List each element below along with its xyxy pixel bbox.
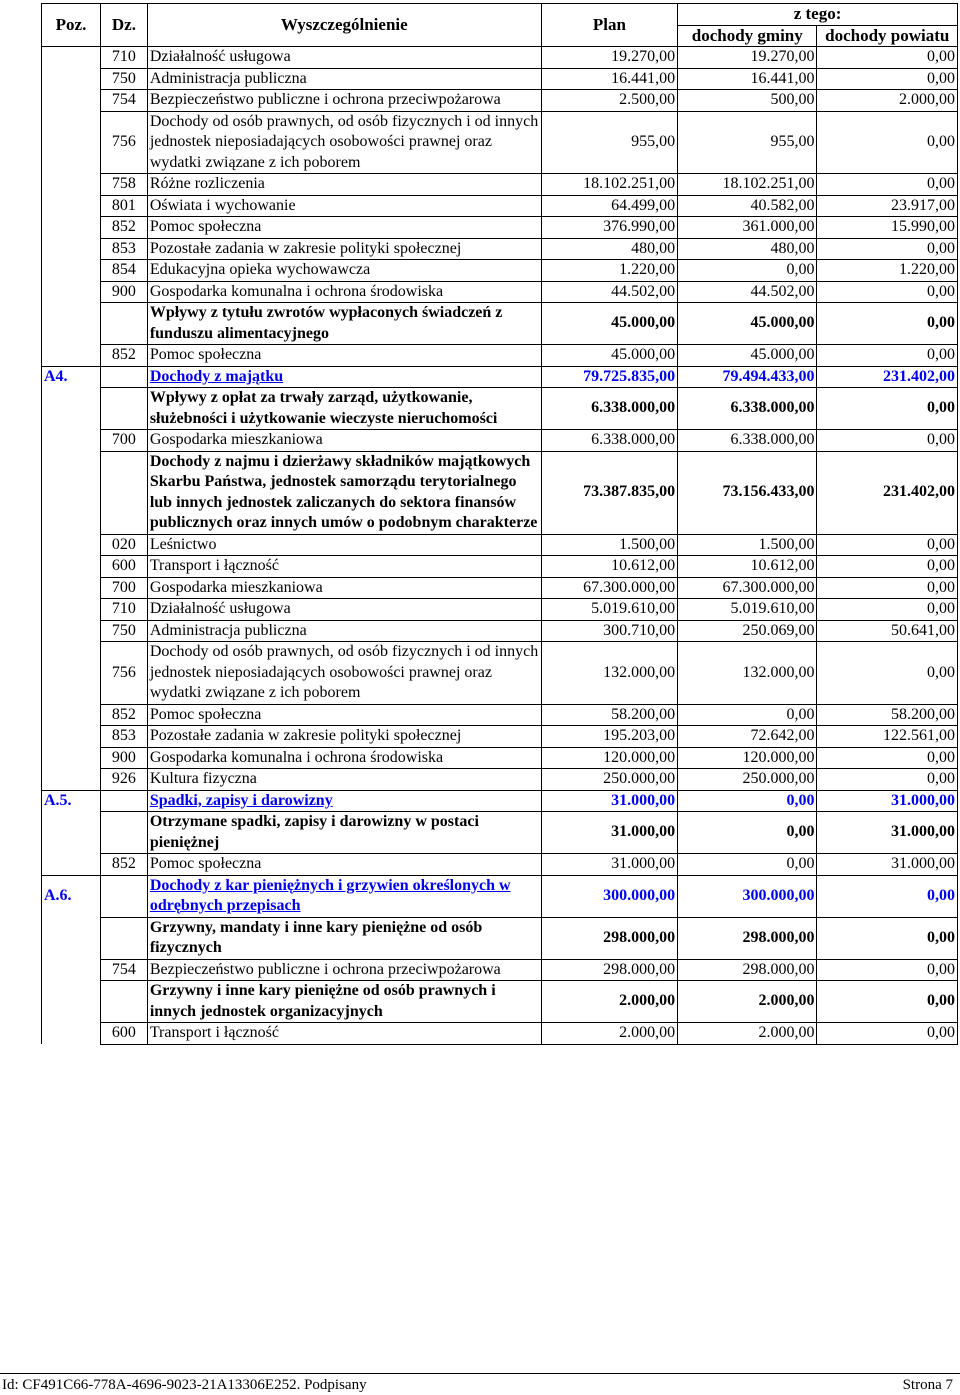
row-dochody-powiatu: 0,00: [817, 68, 958, 90]
row-dochody-powiatu: 0,00: [817, 174, 958, 196]
row-plan: 18.102.251,00: [541, 174, 677, 196]
row-dochody-gminy: 955,00: [678, 111, 817, 174]
row-dochody-gminy: 40.582,00: [678, 195, 817, 217]
table-row: [42, 47, 958, 69]
row-description: [147, 790, 541, 812]
row-dz: 852: [101, 217, 148, 239]
row-poz: [42, 238, 101, 260]
table-row: [42, 90, 958, 112]
row-dochody-gminy: 300.000,00: [678, 875, 817, 917]
row-plan: 79.725.835,00: [541, 366, 677, 388]
row-poz: [42, 281, 101, 303]
row-plan: 955,00: [541, 111, 677, 174]
row-dochody-powiatu: 0,00: [817, 281, 958, 303]
row-dochody-gminy: 0,00: [678, 854, 817, 876]
row-plan: 45.000,00: [541, 345, 677, 367]
row-plan: 1.220,00: [541, 260, 677, 282]
row-plan: 1.500,00: [541, 534, 677, 556]
row-dochody-powiatu: 31.000,00: [817, 854, 958, 876]
row-dochody-gminy: 250.069,00: [678, 620, 817, 642]
page-number: Strona 7: [902, 1377, 953, 1393]
header-desc: Wyszczególnienie: [147, 4, 541, 47]
row-dochody-gminy: 1.500,00: [678, 534, 817, 556]
row-dz: 700: [101, 577, 148, 599]
section-title: Dochody z kar pieniężnych i grzywien określonych w odrębnych przepisach: [149, 876, 511, 914]
row-dochody-powiatu: 0,00: [817, 388, 958, 430]
table-row: [42, 388, 958, 430]
row-description: Gospodarka komunalna i ochrona środowiska: [147, 281, 541, 303]
table-row: [42, 430, 958, 452]
row-dochody-gminy: 2.000,00: [678, 981, 817, 1023]
row-dochody-powiatu: 231.402,00: [817, 366, 958, 388]
row-plan: 16.441,00: [541, 68, 677, 90]
row-poz: [42, 260, 101, 282]
row-dochody-powiatu: 231.402,00: [817, 451, 958, 534]
row-poz: [42, 90, 101, 112]
row-description: Transport i łączność: [147, 1023, 541, 1045]
row-dz: [101, 451, 148, 534]
row-plan: 480,00: [541, 238, 677, 260]
table-body: [42, 47, 958, 1045]
row-plan: 19.270,00: [541, 47, 677, 69]
row-plan: 2.000,00: [541, 1023, 677, 1045]
row-dz: [101, 388, 148, 430]
row-dochody-gminy: 120.000,00: [678, 747, 817, 769]
row-poz: [42, 388, 101, 430]
row-dochody-powiatu: 0,00: [817, 577, 958, 599]
table-row: [42, 281, 958, 303]
row-description: [147, 366, 541, 388]
row-description: Gospodarka komunalna i ochrona środowiska: [147, 747, 541, 769]
table-row: [42, 599, 958, 621]
row-description: Dochody z najmu i dzierżawy składników majątkowych Skarbu Państwa, jednostek samorządu terytorialnego lub innych jednostek zaliczanych do sektora finansów publicznych oraz innych umów o podobnym charakterze: [147, 451, 541, 534]
row-poz: [42, 726, 101, 748]
row-dochody-powiatu: 0,00: [817, 599, 958, 621]
row-dochody-gminy: 10.612,00: [678, 556, 817, 578]
row-dochody-powiatu: 0,00: [817, 47, 958, 69]
row-poz: [42, 111, 101, 174]
row-plan: 67.300.000,00: [541, 577, 677, 599]
row-dochody-powiatu: 0,00: [817, 238, 958, 260]
row-description: Edukacyjna opieka wychowawcza: [147, 260, 541, 282]
row-dz: 750: [101, 620, 148, 642]
header-plan: Plan: [541, 4, 677, 47]
row-dochody-gminy: 480,00: [678, 238, 817, 260]
row-poz: [42, 451, 101, 534]
row-dochody-powiatu: 0,00: [817, 769, 958, 791]
table-row: [42, 854, 958, 876]
row-dochody-powiatu: 0,00: [817, 345, 958, 367]
row-dochody-powiatu: 15.990,00: [817, 217, 958, 239]
table-row: [42, 68, 958, 90]
row-dz: 020: [101, 534, 148, 556]
row-poz: [42, 620, 101, 642]
row-poz: [42, 769, 101, 791]
row-plan: 250.000,00: [541, 769, 677, 791]
row-poz: A4.: [42, 366, 101, 388]
row-poz: [42, 68, 101, 90]
row-dochody-powiatu: 23.917,00: [817, 195, 958, 217]
row-dz: 600: [101, 556, 148, 578]
row-plan: 10.612,00: [541, 556, 677, 578]
row-description: Oświata i wychowanie: [147, 195, 541, 217]
row-dochody-gminy: 73.156.433,00: [678, 451, 817, 534]
row-plan: 298.000,00: [541, 959, 677, 981]
row-poz: [42, 174, 101, 196]
header-powiatu: dochody powiatu: [817, 25, 958, 47]
table-row: [42, 790, 958, 812]
row-poz: [42, 303, 101, 345]
row-dz: 600: [101, 1023, 148, 1045]
row-dz: 853: [101, 726, 148, 748]
row-description: Różne rozliczenia: [147, 174, 541, 196]
table-row: [42, 747, 958, 769]
row-plan: 6.338.000,00: [541, 430, 677, 452]
row-plan: 195.203,00: [541, 726, 677, 748]
table-row: [42, 260, 958, 282]
row-dz: [101, 790, 148, 812]
row-dochody-powiatu: 0,00: [817, 875, 958, 917]
row-dochody-gminy: 298.000,00: [678, 959, 817, 981]
row-dochody-gminy: 361.000,00: [678, 217, 817, 239]
table-row: [42, 875, 958, 917]
row-description: Pomoc społeczna: [147, 854, 541, 876]
row-dochody-powiatu: 50.641,00: [817, 620, 958, 642]
section-title: Spadki, zapisy i darowizny: [149, 791, 333, 809]
table-row: [42, 917, 958, 959]
row-description: Działalność usługowa: [147, 599, 541, 621]
table-row: [42, 726, 958, 748]
row-dochody-powiatu: 0,00: [817, 642, 958, 705]
row-poz: [42, 534, 101, 556]
row-plan: 31.000,00: [541, 854, 677, 876]
row-dz: 756: [101, 642, 148, 705]
row-dz: 710: [101, 599, 148, 621]
table-row: [42, 534, 958, 556]
row-dochody-gminy: 132.000,00: [678, 642, 817, 705]
table-row: [42, 642, 958, 705]
row-description: Grzywny i inne kary pieniężne od osób prawnych i innych jednostek organizacyjnych: [147, 981, 541, 1023]
row-poz: [42, 599, 101, 621]
row-dz: 710: [101, 47, 148, 69]
table-row: [42, 217, 958, 239]
row-dz: 926: [101, 769, 148, 791]
table-row: [42, 959, 958, 981]
row-dochody-powiatu: 0,00: [817, 1023, 958, 1045]
table-row: [42, 981, 958, 1023]
row-poz: [42, 959, 101, 981]
row-dochody-gminy: 0,00: [678, 260, 817, 282]
row-dochody-gminy: 16.441,00: [678, 68, 817, 90]
row-dz: [101, 981, 148, 1023]
row-dochody-powiatu: 122.561,00: [817, 726, 958, 748]
row-dochody-gminy: 18.102.251,00: [678, 174, 817, 196]
row-description: Wpływy z tytułu zwrotów wypłaconych świadczeń z funduszu alimentacyjnego: [147, 303, 541, 345]
row-poz: [42, 704, 101, 726]
row-plan: 300.710,00: [541, 620, 677, 642]
row-plan: 376.990,00: [541, 217, 677, 239]
row-description: Działalność usługowa: [147, 47, 541, 69]
row-dochody-gminy: 44.502,00: [678, 281, 817, 303]
row-dz: 754: [101, 90, 148, 112]
row-dz: [101, 366, 148, 388]
row-dz: 852: [101, 854, 148, 876]
row-plan: 6.338.000,00: [541, 388, 677, 430]
table-row: [42, 195, 958, 217]
row-dochody-gminy: 45.000,00: [678, 345, 817, 367]
row-plan: 120.000,00: [541, 747, 677, 769]
table-row: [42, 620, 958, 642]
row-dochody-gminy: 6.338.000,00: [678, 430, 817, 452]
row-dz: 801: [101, 195, 148, 217]
table-row: [42, 704, 958, 726]
row-poz: [42, 556, 101, 578]
row-dochody-powiatu: 0,00: [817, 747, 958, 769]
row-description: Gospodarka mieszkaniowa: [147, 577, 541, 599]
row-poz: [42, 430, 101, 452]
row-plan: 2.500,00: [541, 90, 677, 112]
row-plan: 5.019.610,00: [541, 599, 677, 621]
row-dz: [101, 875, 148, 917]
row-poz: [42, 47, 101, 69]
row-description: Transport i łączność: [147, 556, 541, 578]
section-title: Dochody z majątku: [149, 367, 284, 385]
row-dochody-powiatu: 2.000,00: [817, 90, 958, 112]
row-description: Leśnictwo: [147, 534, 541, 556]
row-dochody-gminy: 250.000,00: [678, 769, 817, 791]
row-poz: [42, 747, 101, 769]
row-poz: [42, 854, 101, 876]
table-row: [42, 238, 958, 260]
row-description: Pozostałe zadania w zakresie polityki społecznej: [147, 726, 541, 748]
row-dz: [101, 303, 148, 345]
row-plan: 132.000,00: [541, 642, 677, 705]
row-dochody-gminy: 0,00: [678, 790, 817, 812]
row-description: Wpływy z opłat za trwały zarząd, użytkowanie, służebności i użytkowanie wieczyste nieruchomości: [147, 388, 541, 430]
row-dochody-powiatu: 0,00: [817, 111, 958, 174]
row-poz: [42, 345, 101, 367]
row-description: Gospodarka mieszkaniowa: [147, 430, 541, 452]
row-dochody-gminy: 5.019.610,00: [678, 599, 817, 621]
budget-table: [41, 3, 958, 1045]
table-row: [42, 303, 958, 345]
header-dz: Dz.: [101, 4, 148, 47]
row-dochody-gminy: 0,00: [678, 704, 817, 726]
row-description: [147, 875, 541, 917]
row-dz: 852: [101, 704, 148, 726]
table-row: [42, 556, 958, 578]
row-dochody-gminy: 45.000,00: [678, 303, 817, 345]
row-poz: [42, 981, 101, 1023]
row-dochody-powiatu: 0,00: [817, 303, 958, 345]
table-row: [42, 451, 958, 534]
row-poz: [42, 917, 101, 959]
row-dochody-gminy: 79.494.433,00: [678, 366, 817, 388]
row-dochody-powiatu: 31.000,00: [817, 790, 958, 812]
row-description: Pozostałe zadania w zakresie polityki społecznej: [147, 238, 541, 260]
row-dochody-gminy: 298.000,00: [678, 917, 817, 959]
row-dz: 900: [101, 747, 148, 769]
row-poz: [42, 577, 101, 599]
row-poz: [42, 812, 101, 854]
row-dz: 900: [101, 281, 148, 303]
header-poz: Poz.: [42, 4, 101, 47]
row-plan: 298.000,00: [541, 917, 677, 959]
row-dz: 852: [101, 345, 148, 367]
row-dz: 700: [101, 430, 148, 452]
row-dochody-powiatu: 31.000,00: [817, 812, 958, 854]
row-dz: 853: [101, 238, 148, 260]
row-description: Bezpieczeństwo publiczne i ochrona przeciwpożarowa: [147, 90, 541, 112]
row-poz: [42, 642, 101, 705]
header-gminy: dochody gminy: [678, 25, 817, 47]
row-poz: A.5.: [42, 790, 101, 812]
row-plan: 31.000,00: [541, 790, 677, 812]
table-row: [42, 345, 958, 367]
row-dz: [101, 917, 148, 959]
row-dochody-gminy: 67.300.000,00: [678, 577, 817, 599]
row-dz: 750: [101, 68, 148, 90]
row-dochody-powiatu: 0,00: [817, 981, 958, 1023]
row-plan: 44.502,00: [541, 281, 677, 303]
row-description: Grzywny, mandaty i inne kary pieniężne od osób fizycznych: [147, 917, 541, 959]
row-dz: 754: [101, 959, 148, 981]
document-id: Id: CF491C66-778A-4696-9023-21A13306E252. Podpisany: [2, 1377, 367, 1393]
row-poz: [42, 1023, 101, 1045]
row-dochody-powiatu: 1.220,00: [817, 260, 958, 282]
row-poz: [42, 217, 101, 239]
row-dochody-gminy: 0,00: [678, 812, 817, 854]
row-dochody-powiatu: 0,00: [817, 430, 958, 452]
row-dochody-gminy: 72.642,00: [678, 726, 817, 748]
row-plan: 31.000,00: [541, 812, 677, 854]
row-dz: 854: [101, 260, 148, 282]
row-dz: 758: [101, 174, 148, 196]
row-description: Dochody od osób prawnych, od osób fizycznych i od innych jednostek nieposiadających osobowości prawnej oraz wydatki związane z ich poborem: [147, 642, 541, 705]
table-row: [42, 174, 958, 196]
row-description: Administracja publiczna: [147, 68, 541, 90]
table-row: [42, 769, 958, 791]
row-description: Dochody od osób prawnych, od osób fizycznych i od innych jednostek nieposiadających osobowości prawnej oraz wydatki związane z ich poborem: [147, 111, 541, 174]
row-description: Kultura fizyczna: [147, 769, 541, 791]
row-description: Pomoc społeczna: [147, 345, 541, 367]
table-row: [42, 111, 958, 174]
row-dochody-powiatu: 0,00: [817, 959, 958, 981]
row-plan: 64.499,00: [541, 195, 677, 217]
row-dochody-powiatu: 0,00: [817, 917, 958, 959]
header-group: z tego:: [678, 4, 958, 26]
row-description: Pomoc społeczna: [147, 704, 541, 726]
row-description: Pomoc społeczna: [147, 217, 541, 239]
row-dz: 756: [101, 111, 148, 174]
row-plan: 45.000,00: [541, 303, 677, 345]
row-plan: 2.000,00: [541, 981, 677, 1023]
row-description: Bezpieczeństwo publiczne i ochrona przeciwpożarowa: [147, 959, 541, 981]
row-poz: A.6.: [42, 875, 101, 917]
row-dochody-gminy: 19.270,00: [678, 47, 817, 69]
table-row: [42, 812, 958, 854]
page-footer: [0, 1373, 960, 1394]
row-plan: 58.200,00: [541, 704, 677, 726]
table-row: [42, 366, 958, 388]
row-description: Otrzymane spadki, zapisy i darowizny w postaci pieniężnej: [147, 812, 541, 854]
table-header: [42, 4, 958, 47]
row-dochody-gminy: 500,00: [678, 90, 817, 112]
row-dochody-powiatu: 0,00: [817, 556, 958, 578]
table-row: [42, 1023, 958, 1045]
row-dochody-gminy: 2.000,00: [678, 1023, 817, 1045]
row-dz: [101, 812, 148, 854]
row-dochody-powiatu: 58.200,00: [817, 704, 958, 726]
row-poz: [42, 195, 101, 217]
row-plan: 73.387.835,00: [541, 451, 677, 534]
row-dochody-gminy: 6.338.000,00: [678, 388, 817, 430]
row-dochody-powiatu: 0,00: [817, 534, 958, 556]
row-plan: 300.000,00: [541, 875, 677, 917]
row-description: Administracja publiczna: [147, 620, 541, 642]
table-row: [42, 577, 958, 599]
